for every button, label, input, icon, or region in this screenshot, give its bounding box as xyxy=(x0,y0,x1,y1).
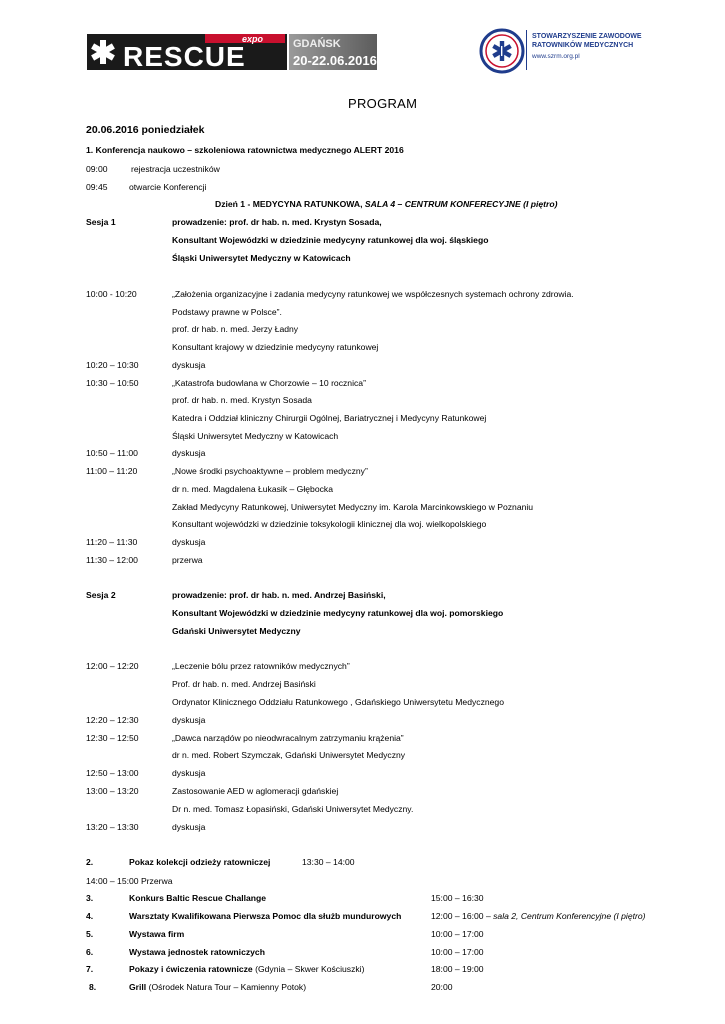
item-time: 10:00 - 10:20 xyxy=(86,289,137,299)
szrm-name-line1: STOWARZYSZENIE ZAWODOWE xyxy=(532,33,642,40)
rescue-expo-logo xyxy=(87,32,379,72)
list-item-time-text: 10:00 – 17:00 xyxy=(431,947,484,957)
list-item-time xyxy=(431,911,646,922)
item-line: dyskusja xyxy=(172,715,206,725)
opening-text-1: rejestracja uczestników xyxy=(131,164,220,174)
item-time: 11:20 – 11:30 xyxy=(86,537,138,547)
szrm-url: www.szrm.org.pl xyxy=(532,53,580,60)
list-item-extra: (Gdynia – Skwer Kościuszki) xyxy=(252,964,365,974)
list-item-title xyxy=(129,911,401,922)
item-line: „Założenia organizacyjne i zadania medycyny ratunkowej we współczesnych systemach ochrony zdrowia. xyxy=(172,289,574,299)
item-line: dr n. med. Robert Szymczak, Gdański Uniwersytet Medyczny xyxy=(172,750,406,760)
list-item-title-text: Warsztaty Kwalifikowana Pierwsza Pomoc dla służb mundurowych xyxy=(129,911,402,921)
item-time: 12:30 – 12:50 xyxy=(86,733,139,743)
list-item-title xyxy=(129,947,265,958)
list-item-number: 2. xyxy=(86,857,94,867)
list-item-number: 8. xyxy=(89,982,97,992)
item-line: Ordynator Klinicznego Oddziału Ratunkowego , Gdańskiego Uniwersytetu Medycznego xyxy=(172,697,504,707)
logo-city-text: GDAŃSK xyxy=(293,38,341,50)
list-item-title-text: Wystawa firm xyxy=(129,929,185,939)
break-line: 14:00 – 15:00 Przerwa xyxy=(86,876,173,886)
item-time: 10:50 – 11:00 xyxy=(86,448,138,458)
szrm-divider xyxy=(526,30,527,70)
list-item-time-text: 12:00 – 16:00 – xyxy=(431,911,494,921)
szrm-logo xyxy=(479,28,669,74)
list-item-time xyxy=(431,947,484,958)
sesja1-line: Konsultant Wojewódzki w dziedzinie medycyny ratunkowej dla woj. śląskiego xyxy=(172,235,489,245)
item-time: 13:20 – 13:30 xyxy=(86,822,139,832)
day-heading-main: Dzień 1 - MEDYCYNA RATUNKOWA, xyxy=(215,199,365,209)
item-time: 10:30 – 10:50 xyxy=(86,378,139,388)
sesja2-line: Konsultant Wojewódzki w dziedzinie medycyny ratunkowej dla woj. pomorskiego xyxy=(172,608,504,618)
list-item-number: 5. xyxy=(86,929,94,939)
list-item-time xyxy=(431,893,484,904)
sesja1-label: Sesja 1 xyxy=(86,217,116,227)
list-item-number: 6. xyxy=(86,947,94,957)
list-item-time-text: 20:00 xyxy=(431,982,453,992)
list-item-title-text: Pokazy i ćwiczenia ratownicze xyxy=(129,964,253,974)
sesja1-line: Śląski Uniwersytet Medyczny w Katowicach xyxy=(172,253,351,263)
day-heading xyxy=(215,199,558,210)
conference-heading: 1. Konferencja naukowo – szkoleniowa ratownictwa medycznego ALERT 2016 xyxy=(86,145,404,155)
item-line: Prof. dr hab. n. med. Andrzej Basiński xyxy=(172,679,316,689)
item-line: dyskusja xyxy=(172,537,206,547)
item-line: Dr n. med. Tomasz Łopasiński, Gdański Uniwersytet Medyczny. xyxy=(172,804,414,814)
item-line: prof. dr hab. n. med. Krystyn Sosada xyxy=(172,395,312,405)
item-line: dyskusja xyxy=(172,768,206,778)
szrm-name-line2: RATOWNIKÓW MEDYCZNYCH xyxy=(532,42,634,49)
list-item-number: 3. xyxy=(86,893,94,903)
list-item-title xyxy=(129,929,184,940)
item-line: Zakład Medycyny Ratunkowej, Uniwersytet Medyczny im. Karola Marcinkowskiego w Poznaniu xyxy=(172,502,534,512)
list-item-title xyxy=(129,893,266,904)
list-item-title-text: Konkurs Baltic Rescue Challange xyxy=(129,893,267,903)
rescue-expo-logo-graphic xyxy=(87,32,379,72)
list-item-title-text: Wystawa jednostek ratowniczych xyxy=(129,947,265,957)
item-time: 12:50 – 13:00 xyxy=(86,768,139,778)
list-item-number: 4. xyxy=(86,911,94,921)
item-line: Podstawy prawne w Polsce”. xyxy=(172,307,282,317)
logo-expo-text: expo xyxy=(242,34,264,44)
sesja1-line: prowadzenie: prof. dr hab. n. med. Krystyn Sosada, xyxy=(172,217,382,227)
list-item-time-text: 10:00 – 17:00 xyxy=(431,929,484,939)
item-time: 11:00 – 11:20 xyxy=(86,466,138,476)
list-item-title xyxy=(129,964,364,975)
item-time: 12:00 – 12:20 xyxy=(86,661,139,671)
item-time: 10:20 – 10:30 xyxy=(86,360,139,370)
list-item-time-note: sala 2, Centrum Konferencyjne (I piętro) xyxy=(493,911,646,921)
item-line: Śląski Uniwersytet Medyczny w Katowicach xyxy=(172,431,339,441)
logo-dates-text: 20-22.06.2016 xyxy=(293,53,377,68)
item-line: dyskusja xyxy=(172,822,206,832)
item-line: „Dawca narządów po nieodwracalnym zatrzymaniu krążenia” xyxy=(172,733,404,743)
opening-time-2: 09:45 xyxy=(86,182,108,192)
item-time: 11:30 – 12:00 xyxy=(86,555,138,565)
list-item-time: 13:30 – 14:00 xyxy=(302,857,355,867)
opening-text-2: otwarcie Konferencji xyxy=(129,182,207,192)
list-item-time-text: 15:00 – 16:30 xyxy=(431,893,484,903)
item-line: Katedra i Oddział kliniczny Chirurgii Ogólnej, Bariatrycznej i Medycyny Ratunkowej xyxy=(172,413,487,423)
opening-time-1: 09:00 xyxy=(86,164,108,174)
list-item-time xyxy=(431,982,453,993)
sesja2-label: Sesja 2 xyxy=(86,590,116,600)
item-time: 13:00 – 13:20 xyxy=(86,786,139,796)
item-line: dr n. med. Magdalena Łukasik – Głębocka xyxy=(172,484,333,494)
szrm-emblem-icon xyxy=(479,28,525,74)
item-line: dyskusja xyxy=(172,448,206,458)
page-title: PROGRAM xyxy=(348,96,418,111)
item-line: „Leczenie bólu przez ratowników medycznych” xyxy=(172,661,350,671)
list-item-number: 7. xyxy=(86,964,94,974)
item-time: 12:20 – 12:30 xyxy=(86,715,139,725)
list-item-title: Pokaz kolekcji odzieży ratowniczej xyxy=(129,857,271,867)
item-line: „Katastrofa budowlana w Chorzowie – 10 rocznica” xyxy=(172,378,366,388)
list-item-time xyxy=(431,929,484,940)
day-heading-italic: SALA 4 – CENTRUM KONFERECYJNE (I piętro) xyxy=(364,199,558,209)
item-line: prof. dr hab. n. med. Jerzy Ładny xyxy=(172,324,299,334)
item-line: „Nowe środki psychoaktywne – problem medyczny” xyxy=(172,466,368,476)
item-line: przerwa xyxy=(172,555,203,565)
list-item-title-text: Grill xyxy=(129,982,147,992)
date-heading: 20.06.2016 poniedziałek xyxy=(86,124,205,136)
list-item-time xyxy=(431,964,484,975)
item-line: dyskusja xyxy=(172,360,206,370)
sesja2-line: Gdański Uniwersytet Medyczny xyxy=(172,626,301,636)
sesja2-line: prowadzenie: prof. dr hab. n. med. Andrzej Basiński, xyxy=(172,590,386,600)
logo-rescue-text: RESCUE xyxy=(123,41,246,72)
item-line: Konsultant wojewódzki w dziedzinie toksykologii klinicznej dla woj. wielkopolskiego xyxy=(172,519,487,529)
item-line: Konsultant krajowy w dziedzinie medycyny ratunkowej xyxy=(172,342,379,352)
list-item-title xyxy=(129,982,306,993)
list-item-extra: (Ośrodek Natura Tour – Kamienny Potok) xyxy=(146,982,307,992)
list-item-time-text: 18:00 – 19:00 xyxy=(431,964,484,974)
item-line: Zastosowanie AED w aglomeracji gdańskiej xyxy=(172,786,339,796)
